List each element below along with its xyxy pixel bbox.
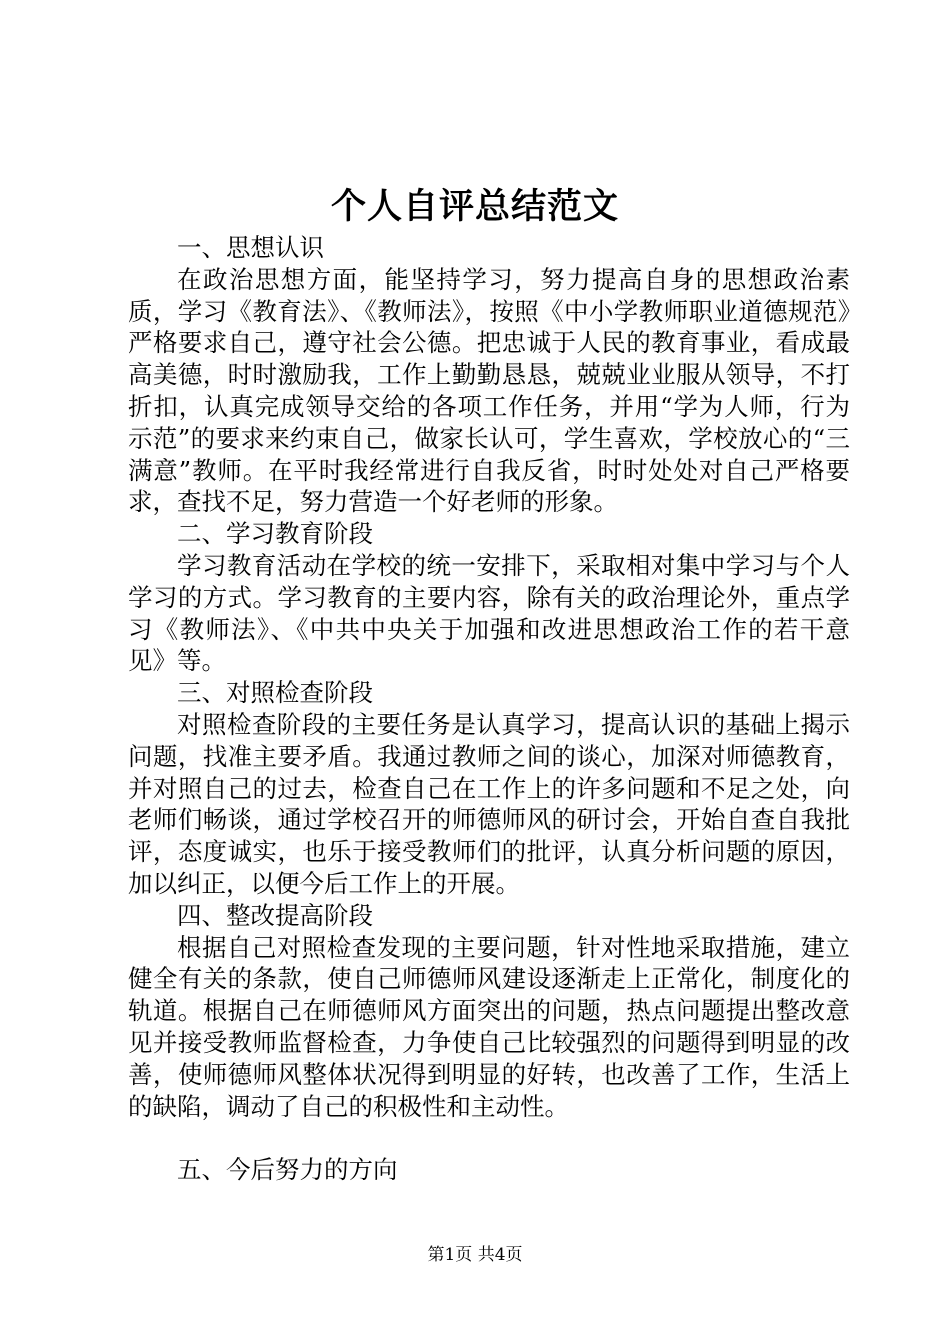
section-heading-1: 一、思想认识 xyxy=(177,233,324,262)
section-paragraph-4: 根据自己对照检查发现的主要问题，针对性地采取措施，建立健全有关的条款，使自己师德师风建设逐渐走上正常化，制度化的轨道。根据自己在师德师风方面突出的问题，热点问题提出整改意见并接受教师监督检查，力争使自己比较强烈的问题得到明显的改善，使师德师风整体状况得到明显的好转，也改善了工作，生活上的缺陷，调动了自己的积极性和主动性。 xyxy=(128,932,850,1121)
section-paragraph-3: 对照检查阶段的主要任务是认真学习，提高认识的基础上揭示问题，找准主要矛盾。我通过教师之间的谈心，加深对师德教育，并对照自己的过去，检查自己在工作上的许多问题和不足之处，向老师们畅谈，通过学校召开的师德师风的研讨会，开始自查自我批评，态度诚实，也乐于接受教师们的批评，认真分析问题的原因，加以纠正，以便今后工作上的开展。 xyxy=(128,709,850,898)
page-title: 个人自评总结范文 xyxy=(330,186,619,227)
document-body xyxy=(128,232,850,1186)
section-heading-2: 二、学习教育阶段 xyxy=(177,519,373,549)
section-paragraph-2: 学习教育活动在学校的统一安排下，采取相对集中学习与个人学习的方式。学习教育的主要内容，除有关的政治理论外，重点学习《教师法》、《中共中央关于加强和改进思想政治工作的若干意见》等。 xyxy=(128,550,850,676)
section-heading-3: 三、对照检查阶段 xyxy=(177,678,373,708)
page-number: 第1页 共4页 xyxy=(427,1245,523,1265)
section-heading-4: 四、整改提高阶段 xyxy=(177,900,373,930)
section-heading-5: 五、今后努力的方向 xyxy=(177,1155,398,1185)
section-paragraph-1: 在政治思想方面，能坚持学习，努力提高自身的思想政治素质，学习《教育法》、《教师法》，按照《中小学教师职业道德规范》严格要求自己，遵守社会公德。把忠诚于人民的教育事业，看成最高美德，时时激励我，工作上勤勤恳恳，兢兢业业服从领导，不打折扣，认真完成领导交给的各项工作任务，并用“学为人师，行为示范”的要求来约束自己，做家长认可，学生喜欢，学校放心的“三满意”教师。在平时我经常进行自我反省，时时处处对自己严格要求，查找不足，努力营造一个好老师的形象。 xyxy=(128,264,850,517)
